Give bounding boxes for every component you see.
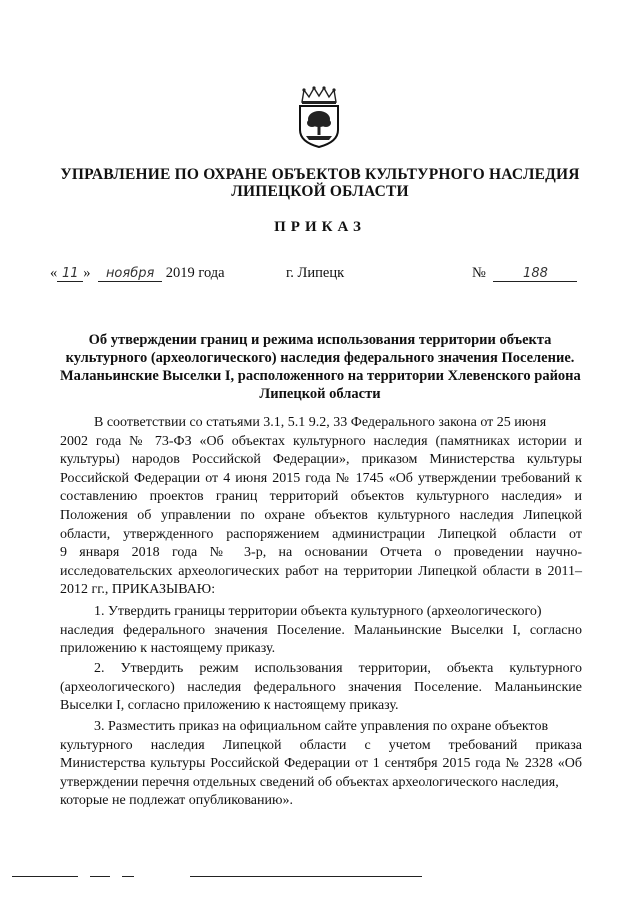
item-line: которые не подлежат опубликованию». [60, 793, 293, 809]
order-item-3 [60, 718, 582, 811]
order-item-1 [60, 603, 582, 659]
item-line: Министерства культуры Российской Федерации от 1 сентября 2015 года № 2328 «Об [60, 756, 582, 772]
date-month: ноября [98, 267, 162, 282]
order-item-2 [60, 660, 582, 716]
preamble-line: области, утвержденного распоряжением администрации Липецкой области от [60, 526, 582, 542]
preamble-line: В соответствии со статьями 3.1, 5.1 9.2, 33 Федерального закона от 25 июня [94, 415, 547, 430]
document-number [472, 265, 577, 282]
footer-divider [90, 876, 110, 877]
item-line: 3. Разместить приказ на официальном сайте управления по охране объектов [94, 719, 549, 734]
preamble-line: 9 января 2018 года № 3-р, на основании Отчета о проведении научно- [60, 545, 582, 561]
item-line: 2. Утвердить режим использования территории, объекта культурного [94, 661, 582, 676]
footer-divider [122, 876, 134, 877]
date-day: 11 [57, 267, 83, 282]
preamble-line: составлению проектов границ территорий объектов культурного наследия» и [60, 489, 582, 505]
item-line: приложению к настоящему приказу. [60, 641, 276, 657]
footer-divider [12, 876, 78, 877]
preamble-line: Российской Федерации от 4 июня 2015 года № 1745 «Об утверждении требований к [60, 470, 582, 486]
date-close-quote: » [83, 265, 91, 281]
document-city: г. Липецк [286, 265, 345, 281]
item-line: утверждении перечня отдельных сведений об объектах археологического наследия, [60, 774, 559, 790]
preamble-line: 2012 гг., ПРИКАЗЫВАЮ: [60, 582, 216, 598]
document-title [60, 331, 580, 403]
item-line: Выселки I, согласно приложению к настоящему приказу. [60, 698, 399, 714]
title-line: культурного (археологического) наследия федерального значения Поселение. [65, 350, 575, 366]
item-line: культурного наследия Липецкой области с учетом требований приказа [60, 737, 582, 753]
date-year: 2019 года [165, 265, 225, 281]
preamble-line: Положения об управлении по охране объектов культурного наследия Липецкой [60, 507, 582, 523]
preamble-paragraph [60, 414, 582, 600]
preamble-line: культуры) народов Российской Федерации», приказом Министерства культуры [60, 452, 582, 468]
date-open-quote: « [50, 265, 58, 281]
title-line: Маланьинские Выселки I, расположенного на территории Хлевенского района [60, 368, 581, 384]
lipetsk-region-coat-of-arms-icon [296, 86, 342, 148]
item-line: наследия федерального значения Поселение. Маланьинские Выселки I, согласно [60, 622, 582, 638]
title-line: Об утверждении границ и режима использования территории объекта [88, 332, 552, 348]
number-value: 188 [493, 267, 577, 282]
item-line: (археологического) наследия федерального значения Поселение. Маланьинские [60, 679, 582, 695]
organization-name-line2: ЛИПЕЦКОЙ ОБЛАСТИ [231, 183, 409, 200]
preamble-line: 2002 года № 73-ФЗ «Об объектах культурного наследия (памятниках истории и [60, 433, 582, 449]
document-date [50, 265, 225, 282]
preamble-line: исследовательских археологических работ на территории Липецкой области в 2011– [60, 563, 582, 579]
number-sign: № [472, 265, 486, 281]
footer-divider [190, 876, 422, 877]
title-line: Липецкой области [259, 386, 381, 402]
document-type-heading: ПРИКАЗ [274, 219, 366, 235]
item-line: 1. Утвердить границы территории объекта культурного (археологического) [94, 604, 542, 619]
organization-name-line1: УПРАВЛЕНИЕ ПО ОХРАНЕ ОБЪЕКТОВ КУЛЬТУРНОГО НАСЛЕДИЯ [60, 166, 580, 183]
